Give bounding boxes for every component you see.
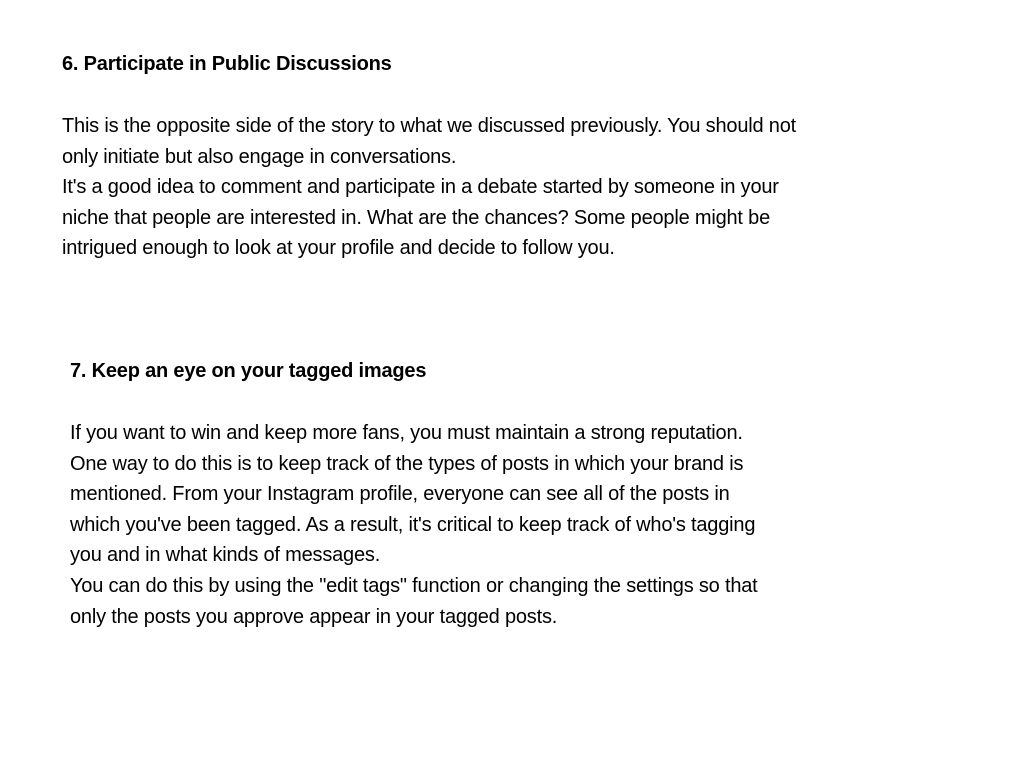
section-heading: 6. Participate in Public Discussions — [62, 53, 392, 75]
text-line: intrigued enough to look at your profile and decide to follow you. — [62, 237, 615, 260]
text-line: mentioned. From your Instagram profile, everyone can see all of the posts in — [70, 483, 730, 506]
section-participate-discussions — [62, 49, 962, 264]
text-line: You can do this by using the "edit tags" function or changing the settings so that — [70, 574, 758, 597]
spacer — [70, 386, 970, 418]
text-line: It's a good idea to comment and participate in a debate started by someone in your — [62, 176, 779, 199]
spacer — [62, 79, 962, 111]
section-heading: 7. Keep an eye on your tagged images — [70, 360, 427, 382]
section-tagged-images — [70, 356, 970, 632]
text-line: only initiate but also engage in conversations. — [62, 145, 457, 168]
text-line: This is the opposite side of the story to what we discussed previously. You should not — [62, 115, 796, 137]
text-line: which you've been tagged. As a result, it's critical to keep track of who's tagging — [70, 513, 756, 536]
text-line: niche that people are interested in. What are the chances? Some people might be — [62, 206, 770, 229]
text-line: you and in what kinds of messages. — [70, 544, 381, 567]
text-line: only the posts you approve appear in your tagged posts. — [70, 605, 558, 628]
text-line: One way to do this is to keep track of the types of posts in which your brand is — [70, 452, 744, 475]
text-line: If you want to win and keep more fans, you must maintain a strong reputation. — [70, 422, 743, 444]
